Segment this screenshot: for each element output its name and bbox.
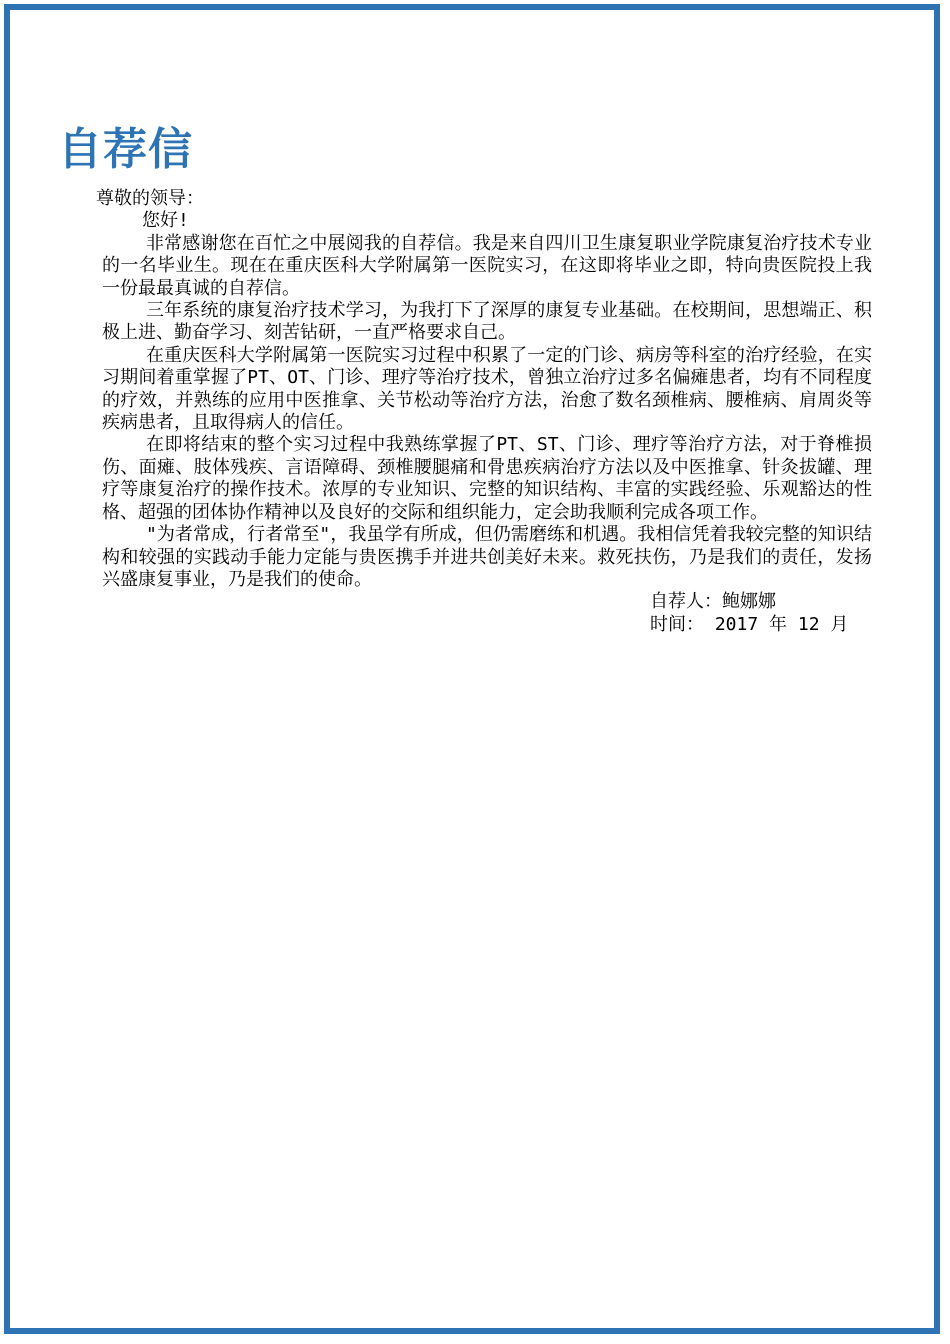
document-title: 自荐信 — [58, 124, 193, 176]
letter-paragraph-2: 三年系统的康复治疗技术学习，为我打下了深厚的康复专业基础。在校期间，思想端正、积极上进、勤奋学习、刻苦钻研，一直严格要求自己。 — [102, 300, 872, 344]
letter-paragraph-4: 在即将结束的整个实习过程中我熟练掌握了PT、ST、门诊、理疗等治疗方法，对于脊椎损伤、面瘫、肢体残疾、言语障碍、颈椎腰腿痛和骨患疾病治疗方法以及中医推拿、针灸拔罐、理疗等康复治疗的操作技术。浓厚的专业知识、完整的知识结构、丰富的实践经验、乐观豁达的性格、超强的团体协作精神以及良好的交际和组织能力，定会助我顺利完成各项工作。 — [102, 434, 872, 523]
letter-signature: 自荐人：鲍娜娜 — [650, 591, 776, 613]
letter-greeting: 尊敬的领导： — [96, 188, 204, 209]
letter-body — [96, 188, 872, 636]
letter-hello: 您好! — [142, 210, 189, 232]
letter-date: 时间： 2017 年 12 月 — [650, 613, 849, 635]
letter-paragraph-3: 在重庆医科大学附属第一医院实习过程中积累了一定的门诊、病房等科室的治疗经验，在实习期间着重掌握了PT、OT、门诊、理疗等治疗技术，曾独立治疗过多名偏瘫患者，均有不同程度的疗效，并熟练的应用中医推拿、关节松动等治疗方法，治愈了数名颈椎病、腰椎病、肩周炎等疾病患者，且取得病人的信任。 — [102, 344, 872, 434]
letter-paragraph-1: 非常感谢您在百忙之中展阅我的自荐信。我是来自四川卫生康复职业学院康复治疗技术专业的一名毕业生。现在在重庆医科大学附属第一医院实习，在这即将毕业之即，特向贵医院投上我一份最最真诚的自荐信。 — [102, 232, 872, 299]
letter-paragraph-5: "为者常成，行者常至"，我虽学有所成，但仍需磨练和机遇。我相信凭着我较完整的知识结构和较强的实践动手能力定能与贵医携手并进共创美好未来。救死扶伤，乃是我们的责任，发扬兴盛康复事业，乃是我们的使命。 — [102, 524, 872, 590]
